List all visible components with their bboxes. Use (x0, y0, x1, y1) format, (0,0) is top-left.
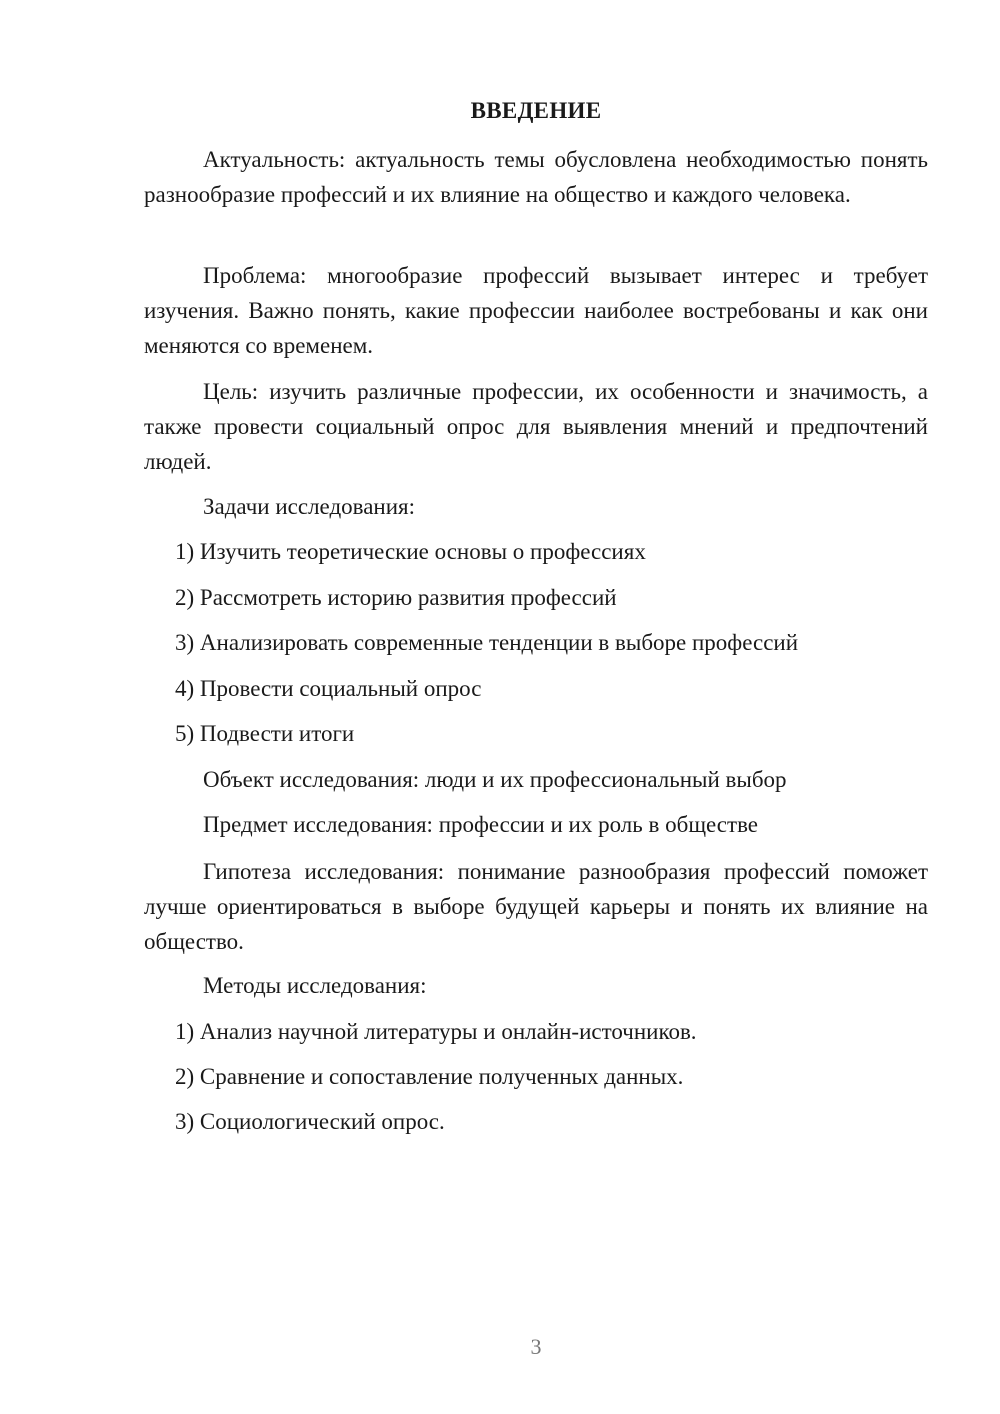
tasks-heading: Задачи исследования: (203, 494, 416, 519)
page-number: 3 (530, 1334, 542, 1359)
method-item: 3) Социологический опрос. (175, 1109, 445, 1134)
research-subject: Предмет исследования: профессии и их роль в обществе (203, 812, 758, 837)
task-item: 3) Анализировать современные тенденции в выборе профессий (175, 630, 799, 655)
hypothesis-paragraph (144, 854, 928, 959)
task-item: 5) Подвести итоги (175, 721, 355, 746)
goal-text: Цель: изучить различные профессии, их особенности и значимость, а также провести социальный опрос для выявления мнений и предпочтений людей. (144, 379, 928, 474)
page-title: ВВЕДЕНИЕ (470, 98, 602, 123)
methods-heading: Методы исследования: (203, 973, 427, 998)
hypothesis-text: Гипотеза исследования: понимание разнообразия профессий поможет лучше ориентироваться в выборе будущей карьеры и понять их влияние на общество. (144, 859, 928, 954)
problem-paragraph (144, 258, 928, 363)
method-item: 2) Сравнение и сопоставление полученных данных. (175, 1064, 684, 1089)
task-item: 2) Рассмотреть историю развития профессий (175, 585, 617, 610)
problem-text: Проблема: многообразие профессий вызывает интерес и требует изучения. Важно понять, какие профессии наиболее востребованы и как они меняются со временем. (144, 263, 928, 358)
relevance-text: Актуальность: актуальность темы обусловлена необходимостью понять разнообразие профессий и их влияние на общество и каждого человека. (144, 147, 928, 207)
relevance-paragraph (144, 142, 928, 212)
task-item: 1) Изучить теоретические основы о профессиях (175, 539, 646, 564)
task-item: 4) Провести социальный опрос (175, 676, 482, 701)
research-object: Объект исследования: люди и их профессиональный выбор (203, 767, 787, 792)
goal-paragraph (144, 374, 928, 479)
method-item: 1) Анализ научной литературы и онлайн-источников. (175, 1019, 697, 1044)
